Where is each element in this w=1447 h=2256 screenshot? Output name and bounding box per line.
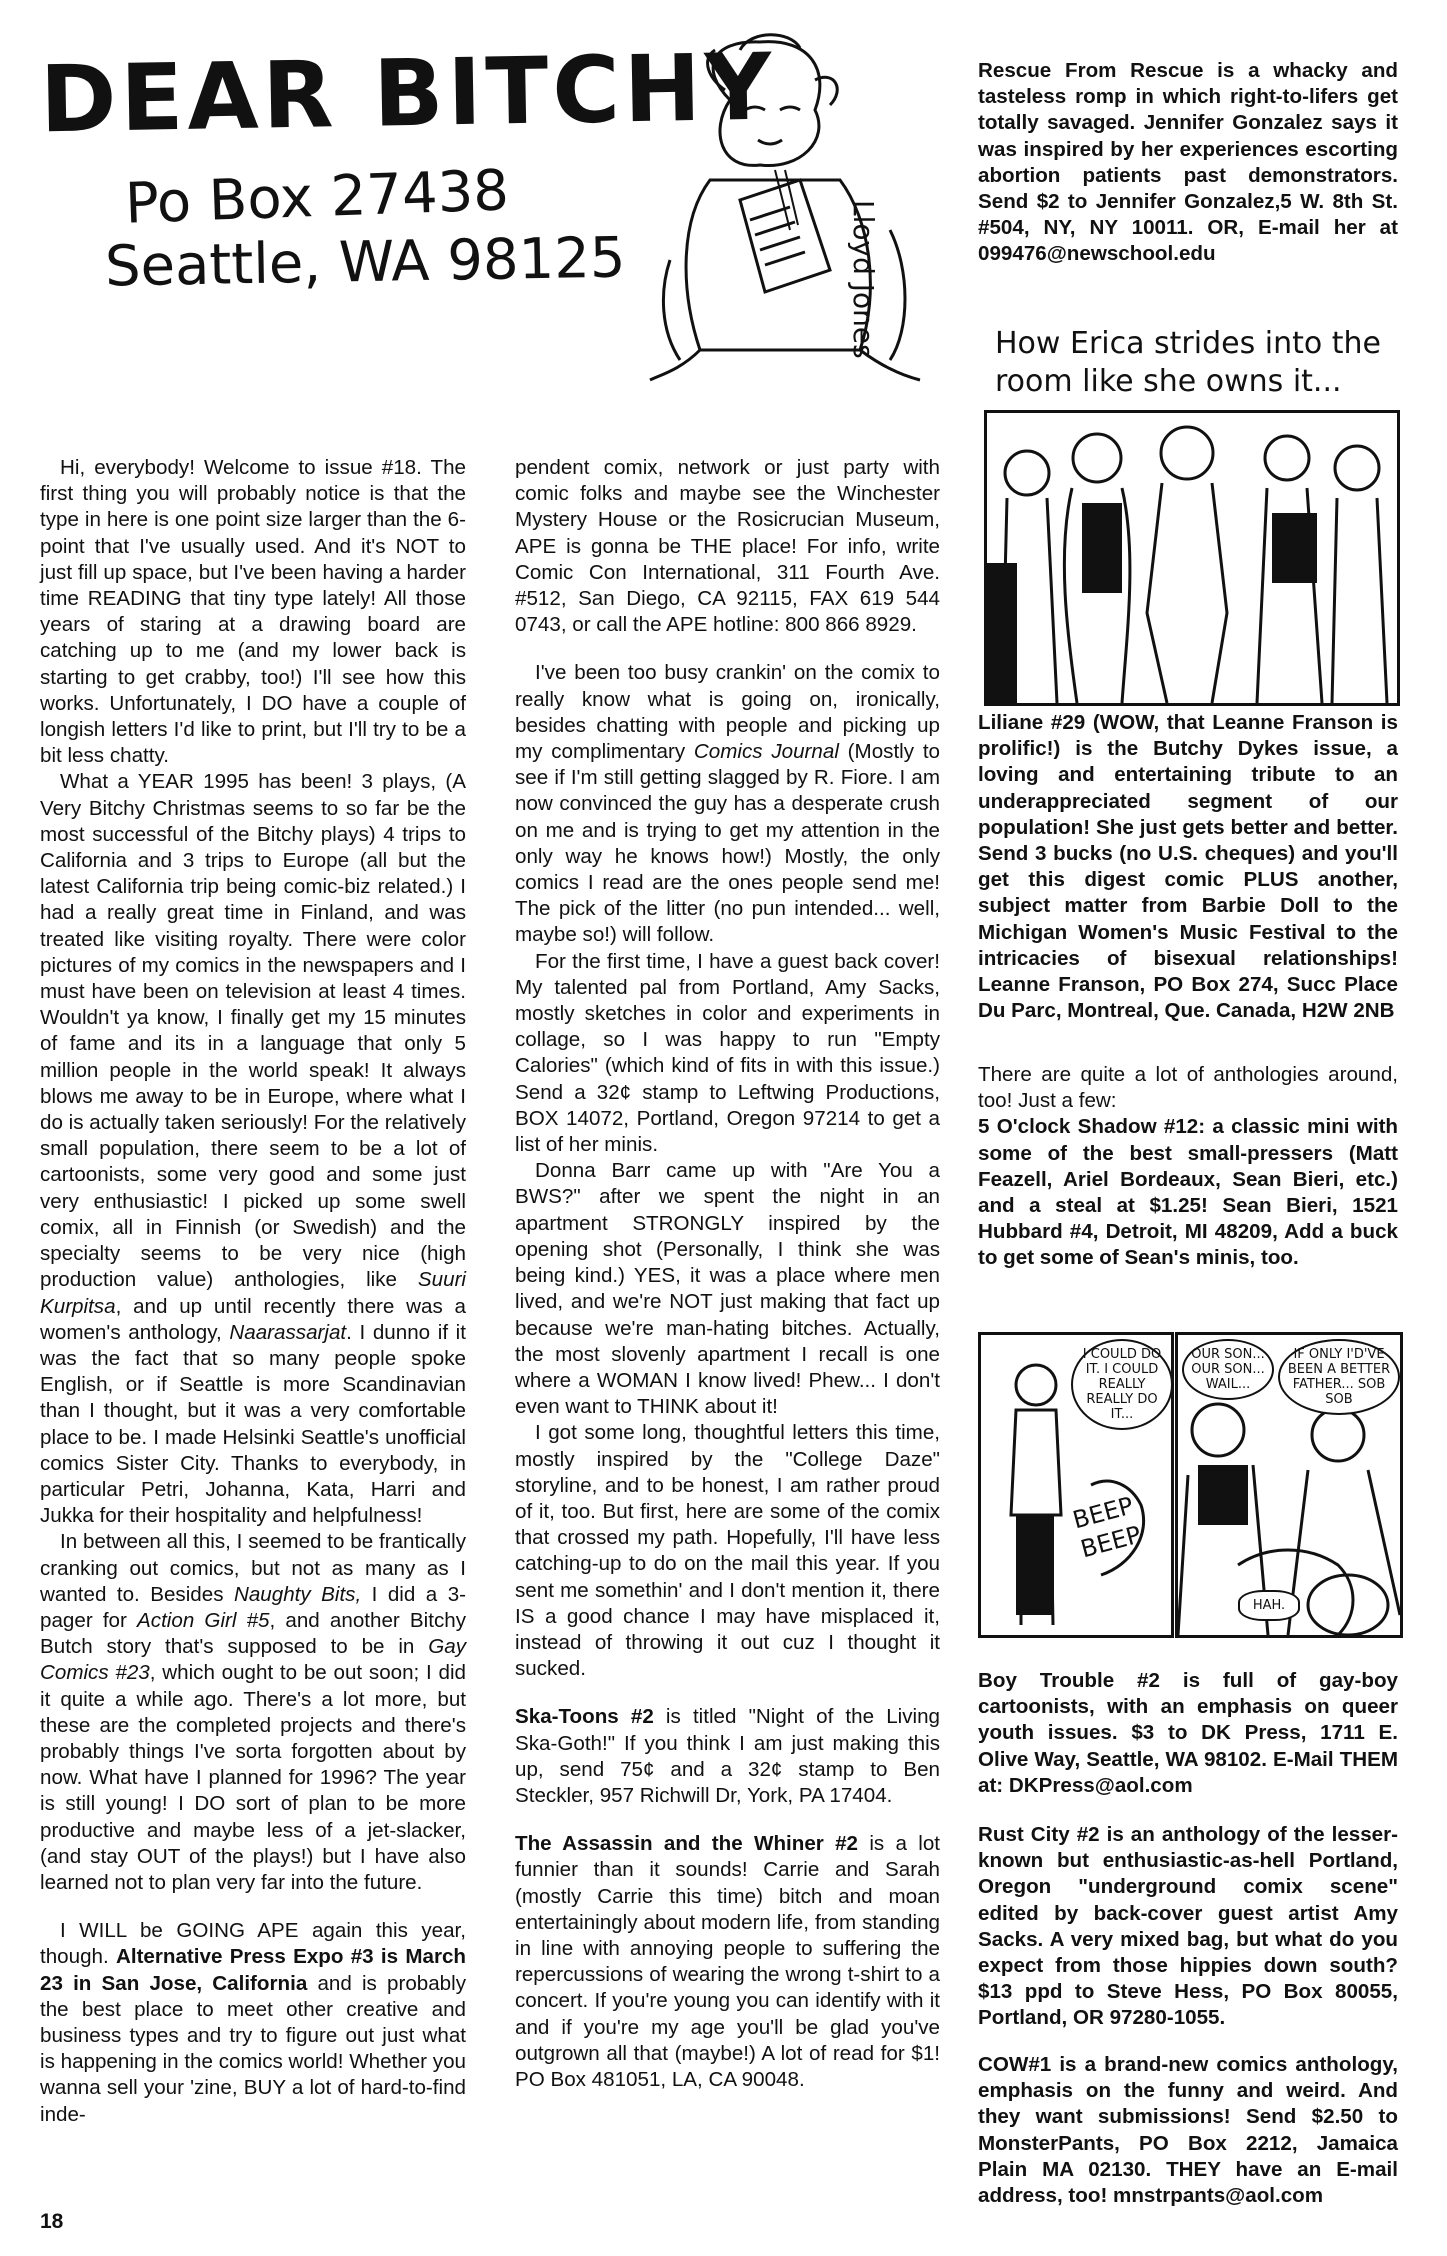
erica-comic-panel <box>984 410 1400 706</box>
review-rust-city: Rust City #2 is an anthology of the lesser-known but enthusiastic-as-hell Portland, Oregon "underground comix scene" edited by back-cover guest artist Amy Sacks. A very mixed bag, but what do you expect from those hippies down south? $13 ppd to Steve Hess, PO Box 80055, Portland, OR 97280-1055. <box>978 1823 1398 2030</box>
review-cow: COW#1 is a brand-new comics anthology, emphasis on the funny and weird. And they want submissions! Send $2.50 to MonsterPants, PO Box 2212, Jamaica Plain MA 02130. THEY have an E-mail address, too! mnstrpants@aol.com <box>978 2053 1398 2208</box>
paragraph: In between all this, I seemed to be frantically cranking out comics, but not as many as I wanted to. Besides Naughty Bits, I did a 3-pager for Action Girl #5, and another Bitchy Butch story that's supposed to be in Gay Comics #23, which ought to be out soon; I did it quite a while ago. There's a lot more, but these are the completed projects and there's probably things I've sorta forgotten about by now. What have I planned for 1996? The year is still young! I DO sort of plan to be more productive and maybe less of a jet-slacker, (and stay OUT of the plays!) but I have also learned not to plan very far into the future. <box>40 1530 467 1894</box>
boy-trouble-panel-left <box>978 1332 1174 1638</box>
letter-reader-illustration <box>640 30 940 390</box>
paragraph: I WILL be GOING APE again this year, though. Alternative Press Expo #3 is March 23 in San Jose, California and is probably the best place to meet other creative and business types and try to figure out just what is happening in the comics world! Whether you wanna sell your 'zine, BUY a lot of hard-to-find inde- <box>40 1919 467 2126</box>
paragraph: For the first time, I have a guest back cover! My talented pal from Portland, Amy Sacks, mostly sketches in color and experiments in collage, so I was happy to run "Empty Calories" (which kind of fits in with this issue.) Send a 32¢ stamp to Leftwing Productions, BOX 14072, Portland, Oregon 97214 to get a list of her minis. <box>515 949 940 1157</box>
address-line-2: Seattle, WA 98125 <box>104 225 626 300</box>
review-boy-trouble: Boy Trouble #2 is full of gay-boy cartoonists, with an emphasis on queer youth issues. $3 to DK Press, 1711 E. Olive Way, Seattle, WA 98102. E-Mail THEM at: DKPress@aol.com <box>978 1669 1398 1797</box>
address-line-1: Po Box 27438 <box>123 158 510 237</box>
erica-comic-art <box>987 413 1397 703</box>
anthologies-section: There are quite a lot of anthologies around, too! Just a few: 5 O'clock Shadow #12: a classic mini with some of the best small-pressers (Matt Feazell, Ariel Bordeaux, Sean Bieri, etc.) and a steal at $1.25! Sean Bieri, 1521 Hubbard #4, Detroit, MI 48209, Add a buck to get some of Sean's minis, too. <box>978 1063 1399 1270</box>
speech-bubble: OUR SON... OUR SON... WAIL... <box>1182 1339 1274 1400</box>
paragraph: Hi, everybody! Welcome to issue #18. The first thing you will probably notice is that the type in here is one point size larger than the 6-point that I've usually used. And it's NOT to just fill up space, but I've been having a harder time READING that tiny type lately! All those years of staring at a drawing board are catching up to me (and my lower back is starting to get crabby, too!) I'll see how this works. Unfortunately, I DO have a couple of longish letters I'd like to print, but I'll try to be a bit less chatty. <box>40 456 466 768</box>
review-ska-toons: Ska-Toons #2 is titled "Night of the Living Ska-Goth!" If you think I am just making this up, send 75¢ and a 32¢ stamp to Ben Steckler, 957 Richwill Dr, York, PA 17404. <box>515 1705 940 1807</box>
beep-sound-effect: BEEP BEEP <box>1069 1491 1145 1564</box>
page-number: 18 <box>40 2210 64 2233</box>
paragraph: I got some long, thoughtful letters this time, mostly inspired by the "College Daze" storyline, and to be honest, I am rather proud of it, too. But first, here are some of the comix that crossed my path. Hopefully, I'll have less catching-up to do on the mail this year. If you sent me somethin' and I don't mention it, there IS a good chance I may have misplaced it, instead of throwing it out cuz I thought it sucked. <box>515 1421 940 1681</box>
review-rescue: Rescue From Rescue is a whacky and tasteless romp in which right-to-lifers get totally savaged. Jennifer Gonzalez says it was inspired by her experiences escorting abortion patients past demonstrators. Send $2 to Jennifer Gonzalez,5 W. 8th St. #504, NY, NY 10011. OR, E-mail her at 099476@newschool.edu <box>978 59 1398 266</box>
comic-caption: How Erica strides into the room like she owns it... <box>995 326 1381 399</box>
speech-bubble: HAH. <box>1238 1590 1300 1621</box>
paragraph: Donna Barr came up with "Are You a BWS?" after we spent the night in an apartment STRONGLY inspired by the opening shot (Personally, I think she was being kind.) YES, it was a place where men lived, and we're NOT just making that fact up because we're man-hating bitches. Actually, the most slovenly apartment I recall is one where a WOMAN I know lived! Phew... I don't even want to THINK about it! <box>515 1159 940 1419</box>
boy-trouble-panel-right <box>1175 1332 1403 1638</box>
paragraph: I've been too busy crankin' on the comix to really know what is going on, ironically, besides chatting with people and picking up my complimentary Comics Journal (Mostly to see if I'm still getting slagged by R. Fiore. I am now convinced the guy has a desperate crush on me and is trying to get my attention in the only way he knows how!) Mostly, the only comics I read are the ones people send me! The pick of the litter (no pun intended... well, maybe so!) will follow. <box>515 661 940 947</box>
column-1 <box>40 455 466 2128</box>
artist-signature: Lloyd Jones <box>847 200 880 359</box>
speech-bubble: IF ONLY I'D'VE BEEN A BETTER FATHER... SOB SOB <box>1278 1339 1400 1415</box>
page-title: DEAR BITCHY <box>39 33 777 154</box>
column-2 <box>515 455 940 2093</box>
speech-bubble: I COULD DO IT. I COULD REALLY REALLY DO IT... <box>1071 1339 1173 1430</box>
review-assassin-whiner: The Assassin and the Whiner #2 is a lot funnier than it sounds! Carrie and Sarah (mostly Carrie this time) bitch and moan entertainingly about modern life, from standing in line with annoying people to suffering the repercussions of wearing the wrong t-shirt to a concert. If you're young you can identify with it and if you're my age you'll be glad you've outgrown all that (maybe!) A lot of read for $1! PO Box 481051, LA, CA 90048. <box>515 1832 941 2091</box>
review-liliane: Liliane #29 (WOW, that Leanne Franson is prolific!) is the Butchy Dykes issue, a loving and entertaining tribute to an underappreciated segment of our population! She just gets better and better. Send 3 bucks (no U.S. cheques) and you'll get this digest comic PLUS another, subject matter from Barbie Doll to the Michigan Women's Music Festival to the intricacies of bisexual relationships! Leanne Franson, PO Box 274, Succ Place Du Parc, Montreal, Que. Canada, H2W 2NB <box>978 711 1399 1023</box>
paragraph: What a YEAR 1995 has been! 3 plays, (A Very Bitchy Christmas seems to so far be the most successful of the Bitchy plays) 4 trips to California and 3 trips to Europe (all but the latest California trip being comic-biz related.) I had a really great time in Finland, and was treated like visiting royalty. There were color pictures of my comics in the newspapers and I must have been on television at least 4 times. Wouldn't ya know, I finally get my 15 minutes of fame and its in a language that only 5 million people in the world speak! It always blows me away to be in Europe, where what I do is actually taken seriously! For the relatively small population, there seem to be a lot of cartoonists, some very good and some just very enthusiastic! I picked up some swell comix, all in Finnish (or Swedish) and the specialty seems to be very nice (high production value) anthologies, like Suuri Kurpitsa, and up until recently there was a women's anthology, Naarassarjat. I dunno if it was the fact that so many people spoke English, or if Seattle is more Scandinavian than I thought, but it was a very comfortable place to be. I made Helsinki Seattle's unofficial comics Sister City. Thanks to everybody, in particular Petri, Johanna, Kata, Harri and Jukka for their hospitality and helpfulness! <box>40 770 466 1528</box>
paragraph: pendent comix, network or just party with comic folks and maybe see the Winchester Mystery House or the Rosicrucian Museum, APE is gonna be THE place! For info, write Comic Con International, 311 Fourth Ave. #512, San Diego, CA 92115, FAX 619 544 0743, or call the APE hotline: 800 866 8929. <box>515 456 940 637</box>
